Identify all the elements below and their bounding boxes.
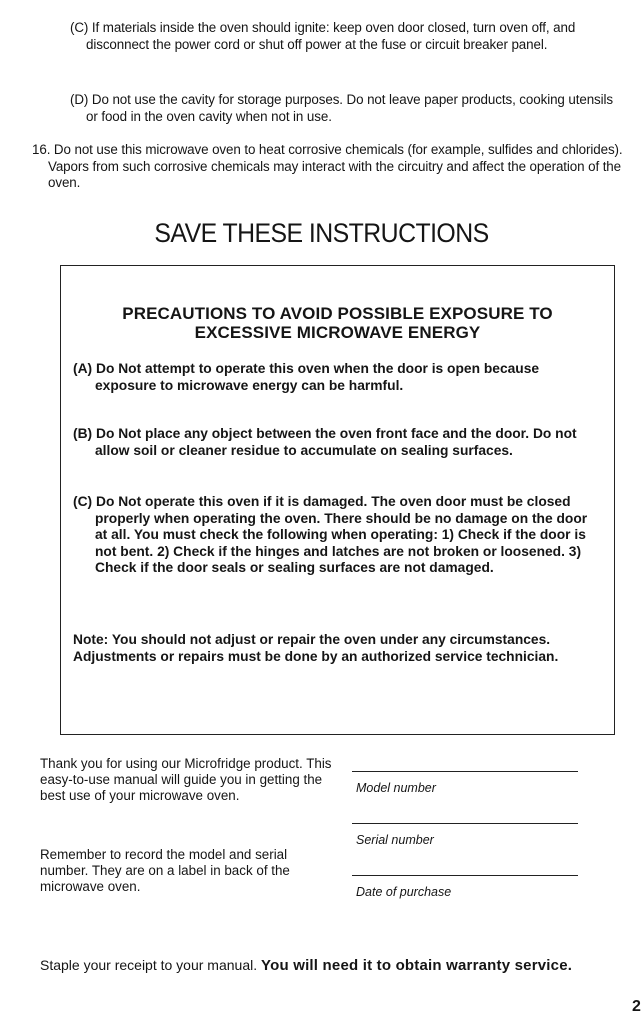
thank-you-paragraph: Thank you for using our Microfridge product. This easy-to-use manual will guide you in getting the best use of your microwave oven.	[40, 756, 332, 804]
date-of-purchase-label: Date of purchase	[356, 885, 452, 899]
precautions-heading-line1: PRECAUTIONS TO AVOID POSSIBLE EXPOSURE TO	[122, 304, 553, 323]
item-16-chemicals: 16. Do not use this microwave oven to heat corrosive chemicals (for example, sulfides and chlorides). Vapors from such corrosive chemicals may interact with the circuitry and affect the operation of the oven.	[32, 142, 623, 190]
precaution-a: (A) Do Not attempt to operate this oven when the door is open because exposure to microwave energy can be harmful.	[73, 361, 540, 393]
precautions-heading-line2: EXCESSIVE MICROWAVE ENERGY	[194, 323, 481, 342]
item-d-storage: (D) Do not use the cavity for storage purposes. Do not leave paper products, cooking utensils or food in the oven cavity when not in use.	[70, 92, 613, 124]
serial-number-label: Serial number	[356, 833, 434, 847]
precautions-box	[60, 265, 615, 735]
model-number-line[interactable]	[352, 771, 578, 772]
staple-receipt-normal: Staple your receipt to your manual.	[40, 957, 262, 973]
serial-number-line[interactable]	[352, 823, 578, 824]
save-instructions-heading: SAVE THESE INSTRUCTIONS	[154, 218, 489, 248]
precautions-note: Note: You should not adjust or repair the oven under any circumstances. Adjustments or repairs must be done by an authorized service technician.	[73, 632, 559, 664]
page-number: 2	[632, 998, 641, 1015]
precautions-heading	[61, 304, 614, 342]
precaution-c: (C) Do Not operate this oven if it is damaged. The oven door must be closed properly when operating the oven. There should be no damage on the door at all. You must check the following when operating: 1) Check if the door is not bent. 2) Check if the hinges and latches are not broken or loosened. 3) Check if the door seals or sealing surfaces are not damaged.	[73, 494, 588, 576]
date-of-purchase-line[interactable]	[352, 875, 578, 876]
staple-receipt-bold: You will need it to obtain warranty service.	[261, 957, 573, 974]
model-number-label: Model number	[356, 781, 436, 795]
precaution-b: (B) Do Not place any object between the oven front face and the door. Do not allow soil or cleaner residue to accumulate on sealing surfaces.	[73, 426, 577, 458]
item-c-fire: (C) If materials inside the oven should ignite: keep oven door closed, turn oven off, and disconnect the power cord or shut off power at the fuse or circuit breaker panel.	[70, 20, 576, 52]
staple-receipt-text	[40, 956, 600, 975]
record-numbers-paragraph: Remember to record the model and serial number. They are on a label in back of the microwave oven.	[40, 847, 290, 895]
